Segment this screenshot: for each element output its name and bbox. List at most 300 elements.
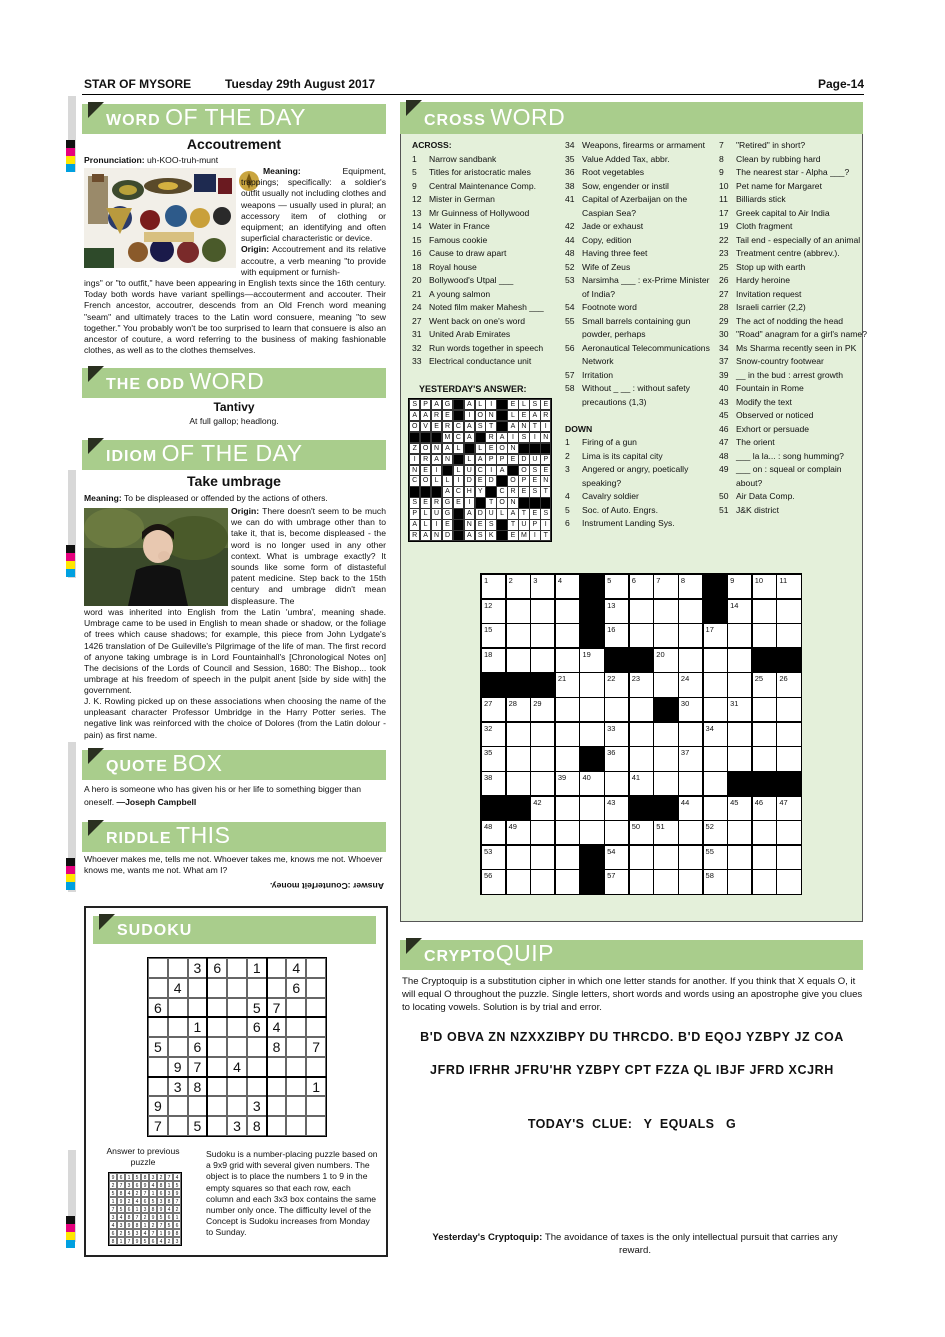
crossword-cell[interactable] [727,746,752,771]
crossword-cell[interactable] [481,820,506,845]
answer-cell: S [485,519,496,530]
crossword-cell[interactable] [604,845,629,870]
sudoku-cell[interactable] [148,1057,168,1077]
sudoku-cell[interactable] [306,958,326,978]
crossword-cell[interactable] [678,845,703,870]
answer-cell: 8 [125,1213,133,1221]
crossword-cell[interactable] [776,796,801,821]
answer-cell: 4 [133,1197,141,1205]
crossword-cell[interactable] [604,599,629,624]
sudoku-cell[interactable] [306,1017,326,1037]
crossword-cell[interactable] [727,796,752,821]
crossword-cell[interactable] [555,697,580,722]
crossword-cell[interactable] [604,746,629,771]
crossword-cell[interactable] [727,599,752,624]
crossword-cell[interactable] [481,599,506,624]
crossword-cell[interactable] [752,672,777,697]
crossword-cell[interactable] [629,672,654,697]
sudoku-cell[interactable] [188,978,208,998]
crossword-cell[interactable] [481,771,506,796]
answer-cell: C [409,475,420,486]
crossword-cell[interactable] [555,796,580,821]
crossword-cell[interactable] [530,820,555,845]
crossword-cell[interactable] [506,574,531,599]
sudoku-cell[interactable]: 3 [227,1116,247,1136]
sudoku-cell[interactable] [267,958,287,978]
answer-cell: 2 [133,1189,141,1197]
crossword-cell[interactable] [727,869,752,894]
crossword-cell[interactable] [678,574,703,599]
crossword-cell[interactable] [727,722,752,747]
sudoku-cell[interactable] [247,1037,267,1057]
clue-item [719,207,869,221]
answer-cell: 3 [173,1237,181,1245]
yesterday-label: Yesterday's Cryptoquip: [432,1232,543,1243]
crossword-cell[interactable] [530,796,555,821]
sudoku-cell[interactable]: 8 [188,1077,208,1097]
crossword-cell[interactable] [506,746,531,771]
crossword-cell[interactable] [506,697,531,722]
cell-number: 41 [631,772,641,782]
crossword-cell[interactable] [653,746,678,771]
crossword-cell[interactable] [752,574,777,599]
crossword-cell[interactable] [703,746,728,771]
sudoku-cell[interactable] [247,978,267,998]
answer-cell: 1 [173,1213,181,1221]
sudoku-cell[interactable]: 7 [306,1037,326,1057]
crossword-cell[interactable] [678,648,703,673]
crossword-cell[interactable] [776,845,801,870]
sudoku-cell[interactable] [247,1057,267,1077]
crossword-cell[interactable] [629,845,654,870]
crossword-cell[interactable] [555,722,580,747]
crossword-cell[interactable] [481,648,506,673]
sudoku-cell[interactable] [168,1116,188,1136]
crossword-cell[interactable] [752,722,777,747]
sudoku-cell[interactable] [227,1077,247,1097]
clue-text: Aeronautical Telecommunications Network [582,342,710,366]
crossword-cell[interactable] [506,820,531,845]
sudoku-cell[interactable] [286,1116,306,1136]
corner-triangle-icon [88,820,104,836]
sudoku-cell[interactable]: 4 [286,958,306,978]
answer-cell: T [518,508,529,519]
crossword-cell[interactable] [678,869,703,894]
sudoku-cell[interactable]: 4 [227,1057,247,1077]
sudoku-cell[interactable]: 3 [168,1077,188,1097]
crossword-cell[interactable] [752,746,777,771]
crossword-cell[interactable] [481,746,506,771]
answer-cell: 6 [149,1237,157,1245]
crossword-cell[interactable] [727,623,752,648]
crossword-cell[interactable] [555,623,580,648]
crossword-cell[interactable] [629,574,654,599]
crossword-cell[interactable] [629,771,654,796]
crossword-cell[interactable] [776,820,801,845]
sudoku-cell[interactable] [148,1077,168,1097]
sudoku-cell[interactable] [267,1057,287,1077]
sudoku-cell[interactable] [207,1096,227,1116]
crossword-cell[interactable] [678,672,703,697]
sudoku-cell[interactable] [267,1096,287,1116]
sudoku-cell[interactable]: 4 [168,978,188,998]
crossword-cell[interactable] [653,648,678,673]
sudoku-cell[interactable]: 6 [286,978,306,998]
crossword-cell[interactable] [481,722,506,747]
crossword-cell[interactable] [727,672,752,697]
answer-cell: 2 [125,1197,133,1205]
crossword-cell[interactable] [555,672,580,697]
header-big-text: THIS [176,822,231,848]
sudoku-cell[interactable]: 9 [148,1096,168,1116]
crossword-cell[interactable] [555,574,580,599]
crossword-cell[interactable] [703,820,728,845]
answer-cell: L [475,443,486,454]
crossword-cell[interactable] [481,574,506,599]
crossword-cell[interactable] [678,746,703,771]
answer-cell: L [496,508,507,519]
crossword-cell[interactable] [604,869,629,894]
crossword-cell[interactable] [555,746,580,771]
sudoku-cell[interactable]: 5 [188,1116,208,1136]
answer-cell: I [464,497,475,508]
sudoku-cell[interactable]: 7 [148,1116,168,1136]
answer-black-cell [453,410,464,421]
crossword-cell[interactable] [653,722,678,747]
crossword-cell[interactable] [555,845,580,870]
clue-item [565,382,715,409]
answer-cell: U [485,508,496,519]
corner-triangle-icon [88,438,104,454]
sudoku-cell[interactable] [306,1096,326,1116]
sudoku-cell[interactable]: 7 [267,998,287,1018]
sudoku-cell[interactable]: 5 [148,1037,168,1057]
sudoku-cell[interactable] [286,1037,306,1057]
crossword-cell[interactable] [481,845,506,870]
word-origin-continued: ings" or "to outfit," have been appearing in English texts since the 16th century. Today both words have variant spellings—accouterment and accouter. Their French ancestor, accoutrer, descends from an Old French word meaning "seam" and ultimately traces to the Latin word consuere, meaning "to sew together." You probably won't be too surprised to learn that consuere is also an ancestor of couture, a word referring to the business of making fashionable clothes, as well as to the clothes themselves. [84,278,386,356]
crossword-cell[interactable] [506,771,531,796]
answer-cell: 3 [157,1197,165,1205]
crossword-cell[interactable] [530,599,555,624]
crossword-cell[interactable] [776,623,801,648]
sudoku-cell[interactable]: 4 [267,1017,287,1037]
clue-text: The orient [736,437,775,447]
answer-cell: 3 [109,1213,117,1221]
sudoku-cell[interactable] [286,1077,306,1097]
crossword-cell[interactable] [776,697,801,722]
crossword-cell[interactable] [579,672,604,697]
sudoku-cell[interactable]: 6 [207,958,227,978]
answer-cell: N [409,465,420,476]
answer-cell: A [420,410,431,421]
crossword-cell[interactable] [604,796,629,821]
sudoku-cell[interactable] [227,1017,247,1037]
sudoku-cell[interactable] [247,1077,267,1097]
clue-item [565,450,715,464]
crossword-cell[interactable] [678,623,703,648]
pron-text: uh-KOO-truh-munt [147,155,219,165]
crossword-cell[interactable] [629,746,654,771]
crossword-cell[interactable] [703,648,728,673]
crossword-black-cell [629,796,654,821]
sudoku-cell[interactable]: 6 [247,1017,267,1037]
cell-number: 54 [607,846,616,856]
sudoku-cell[interactable]: 3 [247,1096,267,1116]
crossword-cell[interactable] [481,869,506,894]
sudoku-cell[interactable] [286,1017,306,1037]
crossword-black-cell [579,574,604,599]
crossword-cell[interactable] [752,796,777,821]
crossword-cell[interactable] [555,820,580,845]
sudoku-cell[interactable] [148,978,168,998]
answer-cell: E [453,497,464,508]
crossword-cell[interactable] [752,869,777,894]
clue-number: 33 [412,356,422,366]
answer-cell: 1 [109,1197,117,1205]
clue-text: Electrical conductance unit [429,356,532,366]
sudoku-cell[interactable] [306,1057,326,1077]
crossword-cell[interactable] [530,648,555,673]
crossword-cell[interactable] [678,796,703,821]
sudoku-cell[interactable] [148,958,168,978]
crossword-black-cell [653,796,678,821]
crossword-cell[interactable] [752,623,777,648]
crossword-cell[interactable] [727,845,752,870]
sudoku-cell[interactable]: 6 [148,998,168,1018]
clue-number: 22 [719,234,729,245]
sudoku-cell[interactable] [227,958,247,978]
crossword-cell[interactable] [629,820,654,845]
crossword-cell[interactable] [579,771,604,796]
clue-item [719,153,869,167]
answer-cell: 3 [125,1181,133,1189]
crossword-cell[interactable] [555,648,580,673]
clue-item [412,193,562,207]
crossword-cell[interactable] [678,697,703,722]
sudoku-cell[interactable] [227,978,247,998]
clue-text: Invitation request [736,288,802,299]
crossword-cell[interactable] [604,697,629,722]
crossword-cell[interactable] [481,697,506,722]
answer-cell: R [507,486,518,497]
quote-author: —Joseph Campbell [116,797,197,807]
crossword-cell[interactable] [703,845,728,870]
crossword-cell[interactable] [752,820,777,845]
crossword-cell[interactable] [579,796,604,821]
crossword-cell[interactable] [506,869,531,894]
sudoku-cell[interactable] [286,1057,306,1077]
crossword-cell[interactable] [703,722,728,747]
clue-number: 53 [565,275,575,285]
sudoku-cell[interactable] [267,978,287,998]
sudoku-cell[interactable] [227,1096,247,1116]
sudoku-cell[interactable] [168,1096,188,1116]
sudoku-cell[interactable] [188,998,208,1018]
crossword-cell[interactable] [703,869,728,894]
sudoku-cell[interactable] [207,1037,227,1057]
answer-black-cell [464,443,475,454]
crossword-cell[interactable] [555,771,580,796]
crossword-cell[interactable] [727,697,752,722]
sudoku-cell[interactable] [306,998,326,1018]
crossword-cell[interactable] [481,623,506,648]
sudoku-cell[interactable] [207,1017,227,1037]
clue-number: 7 [719,140,724,150]
crossword-cell[interactable] [703,672,728,697]
crossword-cell[interactable] [604,771,629,796]
crossword-cell[interactable] [653,771,678,796]
crossword-cell[interactable] [678,820,703,845]
sudoku-cell[interactable] [168,1037,188,1057]
sudoku-cell[interactable] [306,978,326,998]
crossword-cell[interactable] [530,746,555,771]
crossword-cell[interactable] [752,599,777,624]
clue-text: Observed or noticed [736,410,814,420]
crossword-cell[interactable] [678,771,703,796]
sudoku-cell[interactable]: 1 [247,958,267,978]
sudoku-cell[interactable] [267,1077,287,1097]
crossword-cell[interactable] [579,820,604,845]
crossword-cell[interactable] [530,845,555,870]
sudoku-cell[interactable] [286,1096,306,1116]
header-small-text: SUDOKU [117,922,193,939]
sudoku-cell[interactable]: 1 [188,1017,208,1037]
crossword-cell[interactable] [604,574,629,599]
crossword-cell[interactable] [653,820,678,845]
sudoku-cell[interactable] [207,1116,227,1136]
crossword-cell[interactable] [752,845,777,870]
sudoku-grid[interactable] [147,957,327,1137]
crossword-cell[interactable] [604,722,629,747]
crossword-cell[interactable] [653,623,678,648]
crossword-cell[interactable] [727,820,752,845]
crossword-cell[interactable] [506,722,531,747]
crossword-cell[interactable] [776,574,801,599]
crossword-cell[interactable] [653,845,678,870]
header-big-text: WORD [490,104,566,130]
sudoku-cell[interactable] [207,1057,227,1077]
crossword-cell[interactable] [752,697,777,722]
answer-cell: G [442,497,453,508]
crossword-cell[interactable] [555,599,580,624]
crossword-cell[interactable] [530,771,555,796]
crossword-cell[interactable] [703,623,728,648]
clue-text: Sow, engender or instil [582,180,669,191]
sudoku-cell[interactable]: 8 [247,1116,267,1136]
crossword-cell[interactable] [604,623,629,648]
crossword-grid[interactable] [480,573,802,895]
crossword-cell[interactable] [506,845,531,870]
sudoku-cell[interactable] [227,1037,247,1057]
word-title: Accoutrement [186,136,282,152]
crossword-cell[interactable] [579,722,604,747]
cell-number: 37 [680,748,690,758]
crossword-cell[interactable] [678,599,703,624]
sudoku-cell[interactable] [207,998,227,1018]
cell-number: 35 [484,748,493,758]
sudoku-cell[interactable]: 6 [188,1037,208,1057]
crossword-cell[interactable] [579,648,604,673]
crossword-cell[interactable] [727,574,752,599]
crossword-cell[interactable] [604,820,629,845]
crossword-cell[interactable] [506,623,531,648]
crossword-cell[interactable] [530,697,555,722]
crossword-cell[interactable] [776,672,801,697]
crossword-cell[interactable] [629,599,654,624]
sudoku-cell[interactable] [207,1077,227,1097]
crossword-cell[interactable] [530,722,555,747]
answer-cell: E [475,519,486,530]
answer-cell: 7 [157,1221,165,1229]
crossword-cell[interactable] [555,869,580,894]
answer-cell: E [420,497,431,508]
clue-item [719,382,869,396]
crossword-cell[interactable] [629,623,654,648]
crossword-cell[interactable] [776,722,801,747]
crossword-cell[interactable] [530,869,555,894]
crossword-cell[interactable] [629,869,654,894]
crossword-cell[interactable] [653,574,678,599]
clue-number: 52 [565,261,575,272]
crossword-cell[interactable] [530,574,555,599]
crossword-cell[interactable] [776,869,801,894]
crossword-cell[interactable] [703,771,728,796]
crossword-cell[interactable] [703,796,728,821]
clue-item [565,463,715,490]
sudoku-cell[interactable] [168,998,188,1018]
sudoku-cell[interactable] [227,998,247,1018]
crossword-cell[interactable] [678,722,703,747]
sudoku-cell[interactable]: 7 [188,1057,208,1077]
sudoku-cell[interactable] [306,1116,326,1136]
crossword-cell[interactable] [579,697,604,722]
sudoku-cell[interactable] [207,978,227,998]
crossword-cell[interactable] [776,599,801,624]
crossword-black-cell [579,845,604,870]
answer-cell: 8 [109,1237,117,1245]
sudoku-cell[interactable] [286,998,306,1018]
sudoku-cell[interactable]: 9 [168,1057,188,1077]
crossword-cell[interactable] [506,648,531,673]
sudoku-cell[interactable] [267,1116,287,1136]
crossword-cell[interactable] [506,599,531,624]
sudoku-cell[interactable]: 3 [188,958,208,978]
answer-cell: 4 [173,1173,181,1181]
crossword-cell[interactable] [629,722,654,747]
cell-number: 47 [779,797,788,807]
crossword-cell[interactable] [653,672,678,697]
quote-body: A hero is someone who has given his or her life to something bigger than oneself. [84,784,362,807]
crossword-cell[interactable] [703,697,728,722]
answer-cell: I [540,421,551,432]
crossword-cell[interactable] [604,672,629,697]
answer-cell: 1 [117,1237,125,1245]
crossword-cell[interactable] [629,697,654,722]
sudoku-cell[interactable] [148,1017,168,1037]
answer-cell: A [442,486,453,497]
crossword-cell[interactable] [653,869,678,894]
crossword-cell[interactable] [530,623,555,648]
crossword-cell[interactable] [653,599,678,624]
sudoku-cell[interactable]: 5 [247,998,267,1018]
sudoku-cell[interactable] [168,958,188,978]
sudoku-cell[interactable] [188,1096,208,1116]
crossword-cell[interactable] [776,746,801,771]
sudoku-cell[interactable] [168,1017,188,1037]
sudoku-cell[interactable]: 8 [267,1037,287,1057]
crossword-cell[interactable] [727,648,752,673]
sudoku-cell[interactable]: 1 [306,1077,326,1097]
